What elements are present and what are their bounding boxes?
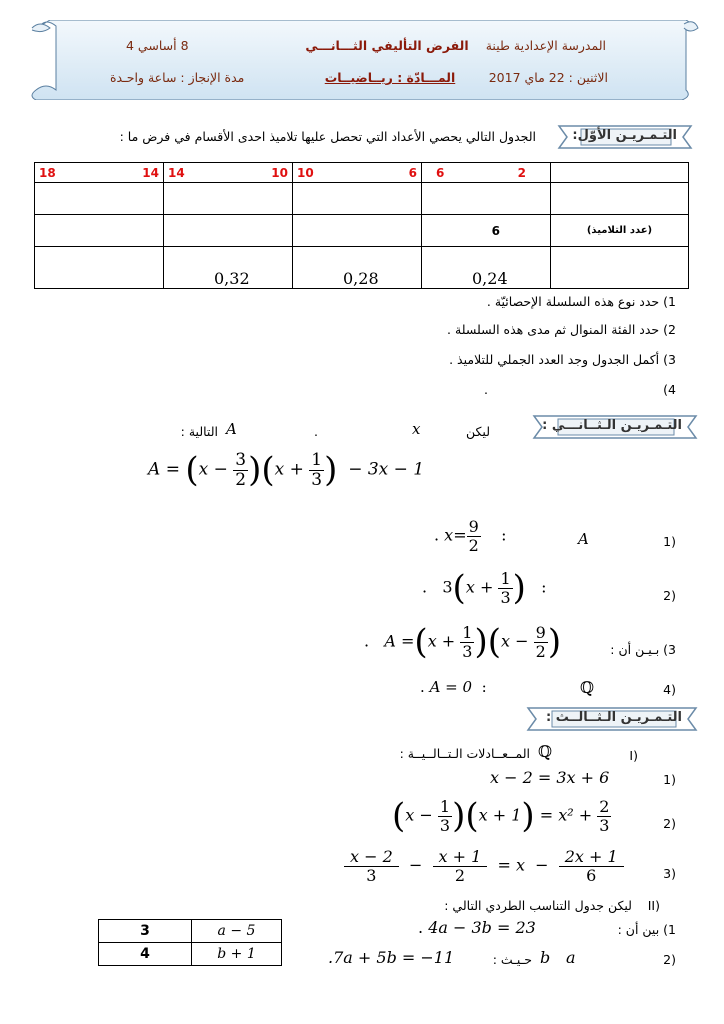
question-1-3: 3) أكمل الجدول وجد العدد الجملي للتلاميذ . [449,352,676,367]
ex2-q4-eq: . A = 0 : [420,678,487,696]
count-value: 6 [422,215,551,247]
header-banner [22,20,702,100]
class-cell: 14 10 [164,163,293,183]
exercise-3-title: التـمـريـن الـثــالــث : [546,710,682,725]
ex2-q1-value: . x= $\frac{9}{2}$ : [434,517,507,555]
part-I-num: I) [629,748,638,763]
ex2-q1-num: 1) [663,534,676,549]
question-1-4-dot: . [484,382,488,397]
freq-value: 0,32 [164,247,293,289]
ii-q2-a: a [566,948,576,967]
table-cell: b + 1 [192,943,282,966]
header-cell [551,163,689,183]
freq-value: 0,28 [293,247,422,289]
duration-label: مدة الإنجاز : ساعة واحـدة [110,70,245,85]
eq3-num: 3) [663,866,676,881]
eq1-num: 1) [663,772,676,787]
exercise-1-ribbon [555,124,695,150]
ex2-intro-A: A [226,420,237,438]
ii-q1-eq: . 4a − 3b = 23 [418,918,536,937]
class-cell: 10 6 [293,163,422,183]
eq2-num: 2) [663,816,676,831]
part-II-text: ليكن جدول التناسب الطردي التالي : [444,898,632,913]
table-cell: a − 5 [192,920,282,943]
question-1-2: 2) حدد الفئة المنوال ثم مدى هذه السلسلة . [447,322,676,337]
ex2-q3-expr: . A =(x + $\frac{1}{3}$ )(x − $\frac{9}{2}$ ) [364,622,562,662]
exam-title: الفرض التأليفي الثـــانـــي [305,38,469,53]
ii-q2-where: حـيـث : [492,952,532,967]
ii-q1-text: 1) بين أن : [617,922,676,937]
freq-value: 0,24 [422,247,551,289]
part-I-text: المــعــادلات الـتــالــيــة : [399,746,530,761]
equation-1: x − 2 = 3x + 6 [490,768,610,787]
class-cell: 18 14 [35,163,164,183]
exercise-3-ribbon [524,706,700,732]
exam-date: الاثنين : 22 ماي 2017 [488,70,608,85]
exercise-1-intro: الجدول التالي يحصي الأعداد التي تحصل عليها تلاميذ احدى الأقسام في فرض ما : [119,129,536,144]
subject-label: المـــادّة : ريــاضيــات [324,70,456,85]
part-II-num: II) [647,898,660,913]
ex2-q1-A: A [578,530,589,548]
table-cell: 3 [99,920,192,943]
rationals-symbol: ℚ [580,678,594,697]
ii-q2-eq: .7a + 5b = −11 [328,948,455,967]
ex2-q4-num: 4) [663,682,676,697]
equation-2: (x − $\frac{1}{3}$ )(x + 1) = x² + $\frac{2}{3}$ [392,796,610,836]
ex2-q2-num: 2) [663,588,676,603]
ex2-q3-text: 3) بـيـن أن : [610,642,676,657]
proportion-table [98,919,282,966]
exercise-1-title: التـمـريـن الأوّل: [572,128,677,143]
class-label: 8 أساسي 4 [126,38,189,53]
question-1-4-num: 4) [663,382,676,397]
expression-A: A = (x − $\frac{3}{2}$ )(x + $\frac{1}{3}$ ) − 3x − 1 [148,449,425,490]
equation-3: $\frac{x - 2}{3}$ − $\frac{x + 1}{2}$ = x − $\frac{2x + 1}{6}$ [344,848,624,884]
question-1-1: 1) حدد نوع هذه السلسلة الإحصائيّة . [486,294,676,309]
table-cell: 4 [99,943,192,966]
scroll-shape [22,20,702,100]
ex2-intro-x: x [412,420,421,438]
ex2-intro-following: التالية : [180,424,218,439]
ii-q2-b: b [540,948,551,967]
count-label: (عدد التلاميذ) [551,215,689,247]
ex2-intro-let: ليكن [466,424,490,439]
frequency-table [34,162,689,289]
ex2-intro-dot: . [314,424,318,439]
school-name: المدرسة الإعدادية طينة [485,38,606,53]
ii-q2-num: 2) [663,952,676,967]
class-cell: 6 2 [422,163,551,183]
exercise-2-ribbon [530,414,700,440]
exercise-2-title: التـمـريـن الـثــانـــي : [542,418,682,433]
rationals-symbol: ℚ [538,742,552,761]
ex2-q2-expr: . 3(x + $\frac{1}{3}$ ) : [422,568,547,608]
